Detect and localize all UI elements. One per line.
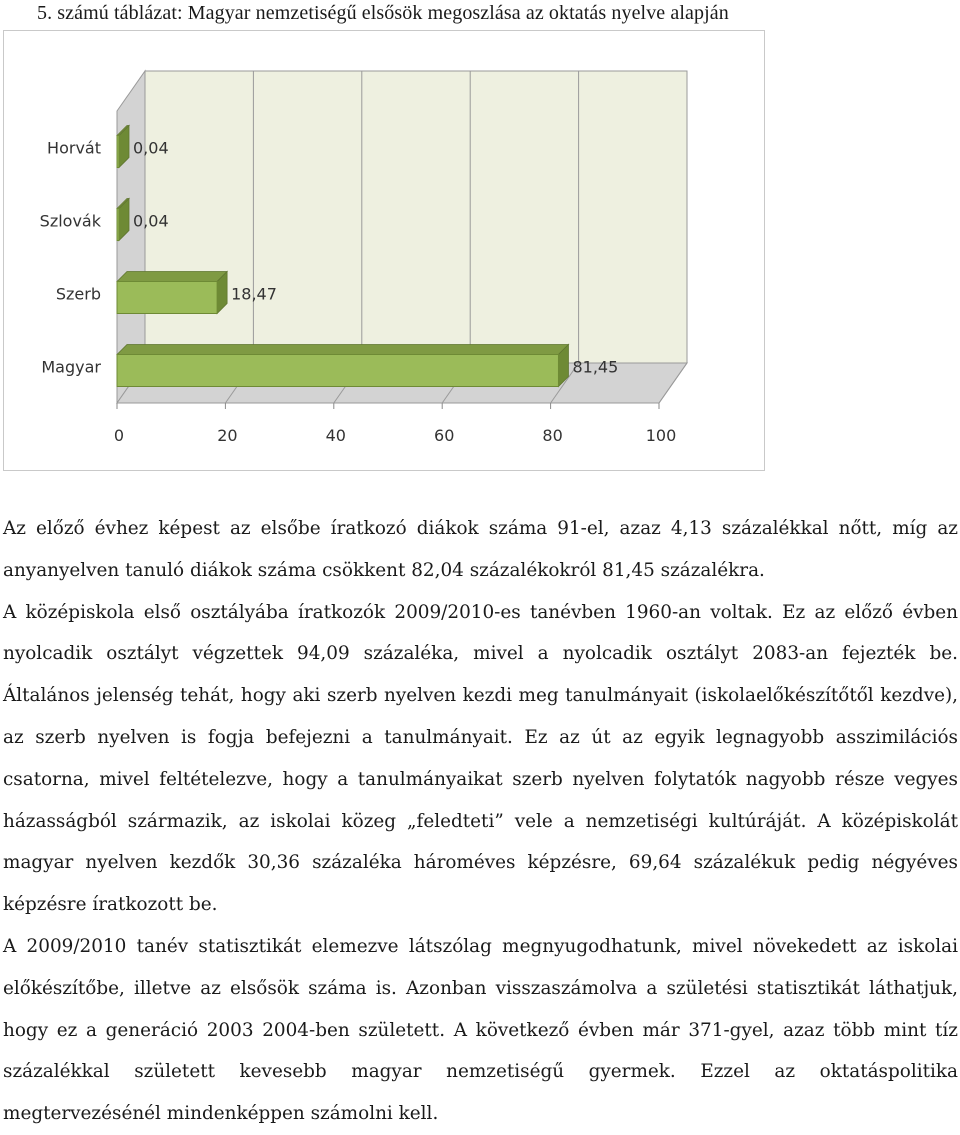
x-tick-label: 100	[645, 426, 677, 445]
x-tick-label: 40	[325, 426, 346, 445]
x-tick-label: 80	[542, 426, 563, 445]
paragraph-2: A középiskola első osztályába íratkozók 2009/2010-es tanévben 1960-an voltak. Ez az előző évben nyolcadik osztályt végzettek 94,09 százaléka, mivel a nyolcadik osztályt 2083-an fejezték be. Általános jelenség tehát, hogy aki szerb nyelven kezdi meg tanulmányait (iskolaelőkészítőtől kezdve), az szerb nyelven is fogja befejezni a tanulmányait. Ez az út az egyik legnagyobb asszimilációs csatorna, mivel feltételezve, hogy a tanulmányaikat szerb nyelven folytatók nagyobb része vegyes házasságból származik, az iskolai közeg „feledteti” vele a nemzetiségi kultúráját. A középiskolát magyar nyelven kezdők 30,36 százaléka hároméves képzésre, 69,64 százalékuk pedig négyéves képzésre íratkozott be.	[3, 601, 958, 916]
bar-top	[117, 345, 568, 355]
data-label: 18,47	[231, 284, 277, 304]
data-label: 0,04	[133, 138, 169, 158]
bar	[117, 282, 217, 314]
category-label: Szlovák	[39, 211, 101, 231]
x-tick-label: 0	[113, 426, 125, 445]
category-label: Horvát	[47, 138, 101, 158]
body-text	[3, 508, 958, 1135]
category-label: Szerb	[55, 284, 101, 304]
data-label: 0,04	[133, 211, 169, 231]
chart-svg	[4, 31, 766, 472]
bar-top	[117, 272, 227, 282]
x-tick-label: 20	[217, 426, 238, 445]
paragraph-3: A 2009/2010 tanév statisztikát elemezve látszólag megnyugodhatunk, mivel növekedett az iskolai előkészítőbe, illetve az elsősök száma is. Azonban visszaszámolva a születési statisztikát láthatjuk, hogy ez a generáció 2003 2004-ben született. A következő évben már 371-gyel, azaz több mint tíz százalékkal született kevesebb magyar nemzetiségű gyermek. Ezzel az oktatáspolitika megtervezésénél mindenképpen számolni kell.	[3, 935, 958, 1125]
bar	[117, 136, 119, 168]
bar-chart	[3, 30, 765, 471]
x-tick-label: 60	[434, 426, 455, 445]
bar	[117, 209, 119, 241]
table-caption: 5. számú táblázat: Magyar nemzetiségű elsősök megoszlása az oktatás nyelve alapján	[37, 2, 729, 24]
data-label: 81,45	[572, 357, 619, 377]
bar	[117, 355, 558, 387]
category-label: Magyar	[41, 357, 101, 377]
paragraph-1: Az előző évhez képest az elsőbe íratkozó diákok száma 91-el, azaz 4,13 százalékkal nőtt, míg az anyanyelven tanuló diákok száma csökkent 82,04 százalékokról 81,45 százalékra.	[3, 518, 958, 581]
back-wall	[145, 71, 687, 363]
